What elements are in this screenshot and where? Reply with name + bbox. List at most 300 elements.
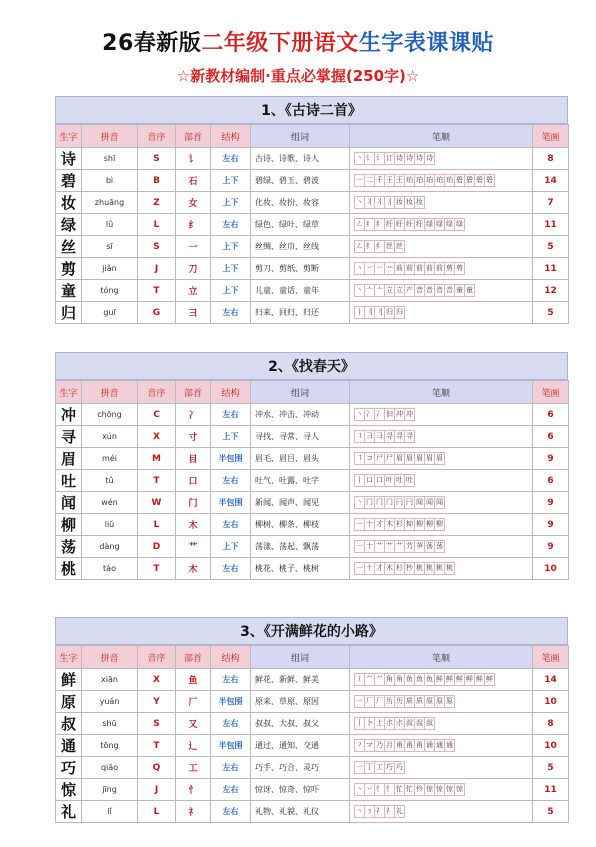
stroke-order-cells [350, 280, 533, 302]
table-row [56, 470, 569, 492]
stroke-step: 丨 [354, 717, 365, 730]
cell-words: 剪刀、剪纸、剪断 [251, 258, 350, 280]
stroke-step: 桃 [434, 562, 445, 575]
stroke-step: 尸 [384, 452, 395, 465]
character-table [55, 380, 569, 580]
cell-cnt: 10 [533, 735, 569, 757]
cell-words: 丝绸、丝巾、丝线 [251, 236, 350, 258]
cell-char: 鲜 [56, 669, 82, 691]
cell-words: 荡漾、荡起、飘荡 [251, 536, 350, 558]
cell-char: 桃 [56, 558, 82, 580]
stroke-step: 千 [374, 174, 385, 187]
stroke-step: 角 [384, 673, 395, 686]
cell-words: 碧绿、碧玉、碧波 [251, 170, 350, 192]
stroke-order-cells [350, 514, 533, 536]
stroke-step: 芀 [404, 540, 415, 553]
stroke-order-cells [350, 302, 533, 324]
stroke-order-cells [350, 558, 533, 580]
column-header-char: 生字 [56, 646, 82, 669]
table-row [56, 448, 569, 470]
stroke-step: 质 [414, 695, 425, 708]
cell-cnt: 9 [533, 514, 569, 536]
cell-py: tǔ [82, 470, 138, 492]
stroke-step: 诵 [424, 739, 435, 752]
stroke-step: 音 [414, 284, 425, 297]
cell-seq: S [138, 236, 176, 258]
cell-seq: Q [138, 757, 176, 779]
stroke-step: 音 [424, 284, 435, 297]
cell-char: 寻 [56, 426, 82, 448]
cell-str: 上下 [211, 280, 251, 302]
stroke-order-cells [350, 214, 533, 236]
cell-cnt: 8 [533, 148, 569, 170]
cell-char: 妆 [56, 192, 82, 214]
cell-rad: 木 [176, 514, 211, 536]
stroke-step: 原 [424, 695, 435, 708]
cell-char: 原 [56, 691, 82, 713]
stroke-step: 丶 [354, 284, 365, 297]
column-header-pinyin: 拼音 [82, 125, 138, 148]
stroke-step: 童 [464, 284, 475, 297]
stroke-grid [354, 408, 414, 421]
stroke-step: 眉 [424, 452, 435, 465]
stroke-step: 纟 [364, 240, 375, 253]
table-row [56, 669, 569, 691]
stroke-step: 归 [384, 306, 395, 319]
cell-words: 吐气、吐露、吐字 [251, 470, 350, 492]
stroke-step: ㇜ [354, 240, 365, 253]
stroke-step: 珀 [444, 174, 455, 187]
stroke-step: 丬 [364, 196, 375, 209]
cell-words: 通过、通知、交通 [251, 735, 350, 757]
page-title [0, 30, 596, 58]
cell-py: wén [82, 492, 138, 514]
cell-rad: 刀 [176, 258, 211, 280]
stroke-grid [354, 695, 454, 708]
stroke-step: 剪 [454, 262, 465, 275]
stroke-step: 丶 [354, 783, 365, 796]
title-part-1: 26春新版 [102, 31, 202, 56]
stroke-step: 才 [374, 518, 385, 531]
stroke-step: 桃 [424, 562, 435, 575]
stroke-step: ㇇ [354, 739, 365, 752]
stroke-order-cells [350, 669, 533, 691]
stroke-step: 甬 [394, 739, 405, 752]
table-row [56, 713, 569, 735]
stroke-step: 乃 [374, 739, 385, 752]
table-row [56, 757, 569, 779]
cell-rad: 门 [176, 492, 211, 514]
cell-char: 碧 [56, 170, 82, 192]
cell-words: 儿童、童话、童年 [251, 280, 350, 302]
stroke-step: 礼 [394, 805, 405, 818]
stroke-step: 纡 [394, 218, 405, 231]
stroke-grid [354, 174, 494, 187]
cell-cnt: 11 [533, 214, 569, 236]
stroke-step: 叔 [404, 717, 415, 730]
cell-rad: 工 [176, 757, 211, 779]
stroke-step: 绿 [424, 218, 435, 231]
cell-char: 冲 [56, 404, 82, 426]
table-row [56, 426, 569, 448]
cell-seq: J [138, 779, 176, 801]
cell-py: lǐ [82, 801, 138, 823]
cell-cnt: 9 [533, 448, 569, 470]
cell-words: 归来、回归、归还 [251, 302, 350, 324]
stroke-step: 角 [394, 673, 405, 686]
column-header-count: 笔画 [533, 381, 569, 404]
stroke-step: 童 [454, 284, 465, 297]
stroke-step: 一 [354, 695, 365, 708]
cell-py: yuán [82, 691, 138, 713]
stroke-step: 尗 [384, 717, 395, 730]
cell-char: 通 [56, 735, 82, 757]
cell-str: 左右 [211, 470, 251, 492]
stroke-step: 礻 [384, 805, 395, 818]
stroke-step: 十 [364, 562, 375, 575]
cell-str: 半包围 [211, 448, 251, 470]
stroke-step: 碧 [474, 174, 485, 187]
stroke-step: 纡 [414, 218, 425, 231]
cell-str: 上下 [211, 426, 251, 448]
stroke-step: 纟 [364, 218, 375, 231]
stroke-order-cells [350, 779, 533, 801]
stroke-grid [354, 518, 444, 531]
table-row [56, 779, 569, 801]
cell-str: 左右 [211, 713, 251, 735]
cell-rad: 忄 [176, 779, 211, 801]
cell-str: 左右 [211, 779, 251, 801]
stroke-step: ㄋ [364, 805, 375, 818]
cell-cnt: 5 [533, 236, 569, 258]
stroke-grid [354, 673, 494, 686]
stroke-step: 叶 [384, 474, 395, 487]
stroke-step: 叔 [424, 717, 435, 730]
stroke-step: 枊 [404, 518, 415, 531]
cell-py: táo [82, 558, 138, 580]
stroke-step: 柳 [424, 518, 435, 531]
cell-str: 左右 [211, 214, 251, 236]
stroke-step: 剪 [444, 262, 455, 275]
stroke-step: 巧 [394, 761, 405, 774]
stroke-step: 冫 [374, 408, 385, 421]
cell-py: xún [82, 426, 138, 448]
stroke-grid [354, 783, 464, 796]
stroke-step: 纟 [374, 240, 385, 253]
stroke-step: 䒑 [384, 262, 395, 275]
cell-cnt: 9 [533, 492, 569, 514]
stroke-step: 前 [434, 262, 445, 275]
cell-cnt: 10 [533, 558, 569, 580]
cell-seq: S [138, 148, 176, 170]
cell-char: 剪 [56, 258, 82, 280]
character-table [55, 124, 569, 324]
cell-rad: 一 [176, 236, 211, 258]
cell-words: 眉毛、眉目、眉头 [251, 448, 350, 470]
table-row [56, 536, 569, 558]
stroke-grid [354, 218, 464, 231]
stroke-step: 讠 [364, 152, 375, 165]
cell-py: bì [82, 170, 138, 192]
cell-seq: X [138, 669, 176, 691]
cell-rad: 目 [176, 448, 211, 470]
column-header-words: 组词 [251, 646, 350, 669]
stroke-step: 鲜 [444, 673, 455, 686]
cell-words: 叔叔、大叔、叔父 [251, 713, 350, 735]
section-title: 3、《开满鲜花的小路》 [55, 617, 568, 645]
stroke-order-cells [350, 492, 533, 514]
table-row [56, 192, 569, 214]
cell-rad: 艹 [176, 536, 211, 558]
cell-char: 闻 [56, 492, 82, 514]
stroke-step: 桃 [414, 562, 425, 575]
stroke-step: 纟 [374, 218, 385, 231]
stroke-step: 尗 [394, 717, 405, 730]
cell-rad: 厂 [176, 691, 211, 713]
cell-str: 上下 [211, 236, 251, 258]
cell-rad: 辶 [176, 735, 211, 757]
stroke-step: 冲 [404, 408, 415, 421]
cell-str: 左右 [211, 514, 251, 536]
stroke-step: 惊 [424, 783, 435, 796]
cell-cnt: 11 [533, 258, 569, 280]
character-table [55, 645, 569, 823]
lesson-section [55, 96, 568, 324]
stroke-step: 眉 [414, 452, 425, 465]
column-header-structure: 结构 [211, 381, 251, 404]
cell-words: 惊讶、惊奇、惊吓 [251, 779, 350, 801]
cell-cnt: 5 [533, 801, 569, 823]
column-header-radical: 部首 [176, 646, 211, 669]
stroke-step: 尸 [374, 452, 385, 465]
stroke-step: 闩 [394, 496, 405, 509]
table-row [56, 735, 569, 757]
stroke-grid [354, 540, 444, 553]
cell-rad: 纟 [176, 214, 211, 236]
cell-char: 叔 [56, 713, 82, 735]
cell-py: jīng [82, 779, 138, 801]
cell-str: 半包围 [211, 735, 251, 757]
cell-rad: 女 [176, 192, 211, 214]
stroke-step: 绿 [434, 218, 445, 231]
stroke-step: 诗 [424, 152, 435, 165]
cell-py: jiǎn [82, 258, 138, 280]
column-header-count: 笔画 [533, 646, 569, 669]
cell-words: 鲜花、新鲜、鲜美 [251, 669, 350, 691]
stroke-step: 寻 [394, 430, 405, 443]
cell-str: 左右 [211, 669, 251, 691]
table-row [56, 214, 569, 236]
stroke-step: 忙 [394, 783, 405, 796]
cell-seq: Y [138, 691, 176, 713]
stroke-step: 吐 [394, 474, 405, 487]
stroke-step: 纡 [384, 218, 395, 231]
cell-seq: J [138, 258, 176, 280]
stroke-step: 碧 [464, 174, 475, 187]
table-row [56, 514, 569, 536]
column-header-pinyin: 拼音 [82, 381, 138, 404]
cell-cnt: 14 [533, 669, 569, 691]
stroke-step: ⺕ [364, 430, 375, 443]
cell-cnt: 6 [533, 426, 569, 448]
stroke-step: 通 [444, 739, 455, 752]
stroke-step: 产 [404, 284, 415, 297]
cell-str: 上下 [211, 536, 251, 558]
stroke-step: 鲜 [464, 673, 475, 686]
stroke-step: 丶 [354, 152, 365, 165]
cell-seq: T [138, 558, 176, 580]
cell-str: 上下 [211, 192, 251, 214]
title-part-2: 二年级下册语文 [201, 31, 359, 56]
stroke-step: 怜 [414, 783, 425, 796]
stroke-step: 杉 [394, 562, 405, 575]
stroke-step: 妆 [404, 196, 415, 209]
cell-rad: 立 [176, 280, 211, 302]
stroke-step: 巧 [384, 761, 395, 774]
column-header-strokes: 笔顺 [350, 646, 533, 669]
stroke-step: 门 [374, 496, 385, 509]
title-part-3: 生字表课课贴 [358, 31, 494, 56]
stroke-step: 归 [394, 306, 405, 319]
table-row [56, 691, 569, 713]
column-header-structure: 结构 [211, 125, 251, 148]
cell-words: 礼物、礼貌、礼仪 [251, 801, 350, 823]
cell-words: 冲水、冲击、冲动 [251, 404, 350, 426]
stroke-step: 工 [374, 761, 385, 774]
cell-char: 诗 [56, 148, 82, 170]
stroke-grid [354, 306, 404, 319]
cell-rad: 讠 [176, 148, 211, 170]
stroke-step: 厂 [374, 695, 385, 708]
table-header-row [56, 125, 569, 148]
stroke-step: 口 [364, 474, 375, 487]
stroke-step: 亠 [374, 284, 385, 297]
stroke-order-cells [350, 258, 533, 280]
stroke-order-cells [350, 757, 533, 779]
stroke-step: 丶 [354, 262, 365, 275]
cell-char: 童 [56, 280, 82, 302]
stroke-step: 纡 [404, 218, 415, 231]
cell-str: 上下 [211, 258, 251, 280]
stroke-step: 丝 [384, 240, 395, 253]
stroke-step: 妆 [414, 196, 425, 209]
cell-py: shū [82, 713, 138, 735]
cell-seq: L [138, 214, 176, 236]
stroke-step: 礻 [374, 805, 385, 818]
stroke-step: 丁 [364, 761, 375, 774]
stroke-step: 鲜 [484, 673, 495, 686]
stroke-step: 立 [384, 284, 395, 297]
stroke-step: 叔 [414, 717, 425, 730]
stroke-step: 门 [364, 496, 375, 509]
table-row [56, 801, 569, 823]
stroke-step: 丶 [354, 496, 365, 509]
cell-rad: 彐 [176, 302, 211, 324]
stroke-grid [354, 805, 404, 818]
stroke-step: 一 [354, 761, 365, 774]
cell-seq: L [138, 801, 176, 823]
stroke-step: 木 [384, 562, 395, 575]
stroke-order-cells [350, 691, 533, 713]
stroke-grid [354, 496, 444, 509]
column-header-words: 组词 [251, 381, 350, 404]
stroke-step: 珀 [424, 174, 435, 187]
stroke-step: 讠 [374, 152, 385, 165]
cell-seq: B [138, 170, 176, 192]
stroke-step: 木 [384, 518, 395, 531]
stroke-step: 十 [364, 518, 375, 531]
cell-words: 桃花、桃子、桃树 [251, 558, 350, 580]
stroke-step: 十 [364, 540, 375, 553]
section-title: 2、《找春天》 [55, 352, 568, 380]
stroke-step: 闻 [424, 496, 435, 509]
column-header-seq: 音序 [138, 125, 176, 148]
stroke-step: 诗 [414, 152, 425, 165]
stroke-step: 鱼 [404, 673, 415, 686]
stroke-step: 历 [384, 695, 395, 708]
cell-char: 眉 [56, 448, 82, 470]
table-row [56, 558, 569, 580]
stroke-step: 丶 [354, 408, 365, 421]
stroke-step: 艹 [374, 540, 385, 553]
stroke-step: 诗 [404, 152, 415, 165]
cell-cnt: 5 [533, 757, 569, 779]
stroke-step: 忄 [384, 783, 395, 796]
table-row [56, 404, 569, 426]
stroke-order-cells [350, 713, 533, 735]
table-header-row [56, 646, 569, 669]
stroke-step: 妆 [394, 196, 405, 209]
cell-py: dàng [82, 536, 138, 558]
cell-seq: W [138, 492, 176, 514]
stroke-step: ㇕ [354, 452, 365, 465]
cell-py: guī [82, 302, 138, 324]
cell-char: 柳 [56, 514, 82, 536]
lesson-section [55, 617, 568, 823]
stroke-step: 厂 [364, 695, 375, 708]
cell-str: 左右 [211, 302, 251, 324]
column-header-seq: 音序 [138, 381, 176, 404]
stroke-step: 绿 [444, 218, 455, 231]
stroke-step: 前 [414, 262, 425, 275]
table-header-row [56, 381, 569, 404]
stroke-step: 丨 [354, 474, 365, 487]
cell-py: tōng [82, 735, 138, 757]
cell-str: 左右 [211, 801, 251, 823]
stroke-step: 上 [374, 717, 385, 730]
stroke-step: 诗 [394, 152, 405, 165]
column-header-seq: 音序 [138, 646, 176, 669]
stroke-step: 王 [394, 174, 405, 187]
stroke-step: 订 [384, 152, 395, 165]
stroke-step: 吐 [404, 474, 415, 487]
column-header-radical: 部首 [176, 381, 211, 404]
cell-cnt: 8 [533, 713, 569, 735]
stroke-step: ㇜ [354, 218, 365, 231]
stroke-step: 寻 [404, 430, 415, 443]
column-header-char: 生字 [56, 381, 82, 404]
stroke-step: 彐 [374, 430, 385, 443]
cell-char: 礼 [56, 801, 82, 823]
column-header-char: 生字 [56, 125, 82, 148]
cell-words: 原来、草原、原因 [251, 691, 350, 713]
stroke-step: 眉 [404, 452, 415, 465]
stroke-order-cells [350, 192, 533, 214]
stroke-step: 前 [404, 262, 415, 275]
cell-str: 左右 [211, 404, 251, 426]
cell-cnt: 6 [533, 404, 569, 426]
stroke-order-cells [350, 170, 533, 192]
